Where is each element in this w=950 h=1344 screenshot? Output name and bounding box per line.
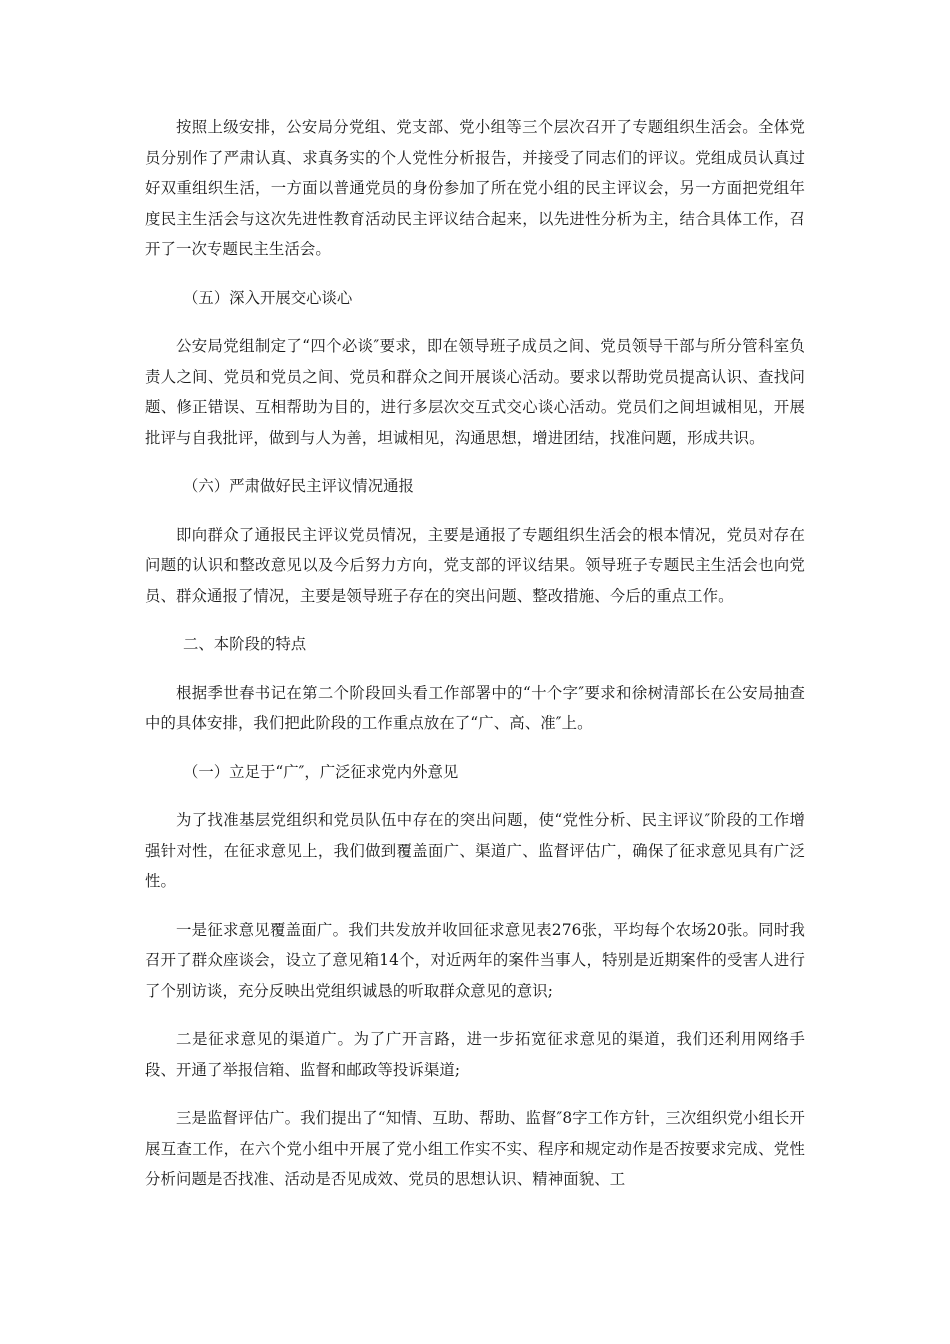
document-page [145, 112, 805, 1195]
paragraph-wide-channels: 二是征求意见的渠道广。为了广开言路，进一步拓宽征求意见的渠道，我们还利用网络手段、开通了举报信箱、监督和邮政等投诉渠道; [145, 1030, 805, 1079]
heading-stage-features: 二、本阶段的特点 [183, 635, 307, 653]
paragraph-wide-supervision: 三是监督评估广。我们提出了“知情、互助、帮助、监督″8字工作方针，三次组织党小组长开展互查工作，在六个党小组中开展了党小组工作实不实、程序和规定动作是否按要求完成、党性分析问题是否找准、活动是否见成效、党员的思想认识、精神面貌、工 [145, 1109, 805, 1188]
paragraph-ten-characters: 根据季世春书记在第二个阶段回头看工作部署中的“十个字″要求和徐树清部长在公安局抽查中的具体安排，我们把此阶段的工作重点放在了“广、高、准″上。 [145, 683, 805, 732]
heading-heart-to-heart-talks: （五）深入开展交心谈心 [183, 288, 353, 307]
paragraph-find-problems: 为了找准基层党组织和党员队伍中存在的突出问题，使“党性分析、民主评议″阶段的工作增强针对性，在征求意见上，我们做到覆盖面广、渠道广、监督评估广，确保了征求意见具有广泛性。 [145, 811, 805, 890]
paragraph-four-must-talks: 公安局党组制定了“四个必谈″要求，即在领导班子成员之间、党员领导干部与所分管科室负责人之间、党员和党员之间、党员和群众之间开展谈心活动。要求以帮助党员提高认识、查找问题、修正错误、互相帮助为目的，进行多层次交互式交心谈心活动。党员们之间坦诚相见，开展批评与自我批评，做到与人为善，坦诚相见，沟通思想，增进团结，找准问题，形成共识。 [145, 337, 805, 447]
heading-broad-opinions: （一）立足于“广″，广泛征求党内外意见 [183, 762, 459, 781]
paragraph-party-life-meetings: 按照上级安排，公安局分党组、党支部、党小组等三个层次召开了专题组织生活会。全体党员分别作了严肃认真、求真务实的个人党性分析报告，并接受了同志们的评议。党组成员认真过好双重组织生活，一方面以普通党员的身份参加了所在党小组的民主评议会，另一方面把党组年度民主生活会与这次先进性教育活动民主评议结合起来，以先进性分析为主，结合具体工作，召开了一次专题民主生活会。 [145, 118, 805, 258]
paragraph-wide-coverage: 一是征求意见覆盖面广。我们共发放并收回征求意见表276张，平均每个农场20张。同时我召开了群众座谈会，设立了意见箱14个，对近两年的案件当事人，特别是近期案件的受害人进行了个别访谈，充分反映出党组织诚恳的听取群众意见的意识; [145, 920, 805, 1000]
heading-evaluation-report: （六）严肃做好民主评议情况通报 [183, 477, 414, 495]
paragraph-report-to-masses: 即向群众了通报民主评议党员情况，主要是通报了专题组织生活会的根本情况，党员对存在问题的认识和整改意见以及今后努力方向，党支部的评议结果。领导班子专题民主生活会也向党员、群众通报了情况，主要是领导班子存在的突出问题、整改措施、今后的重点工作。 [145, 525, 805, 605]
